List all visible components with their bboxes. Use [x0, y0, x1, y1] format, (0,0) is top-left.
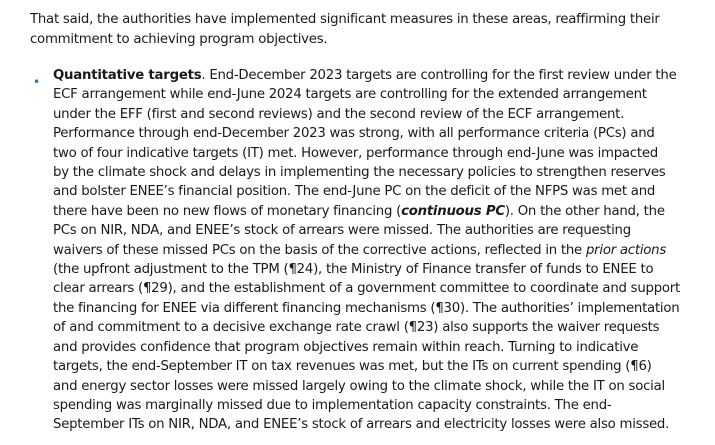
prior-actions-emphasis: prior actions: [585, 242, 667, 258]
para-line-10: [53, 241, 703, 260]
para-line-19: September ITs on NIR, NDA, and ENEE’s stock of arrears and electricity losses were also missed.: [53, 417, 670, 433]
line-10-pre: waivers of these missed PCs on the basis of the corrective actions, reflected in the: [53, 242, 586, 258]
para-line-15: and provides confidence that program objectives remain within reach. Turning to indicative: [53, 339, 639, 355]
para-line-18: spending was marginally missed due to implementation capacity constraints. The end-: [53, 397, 612, 413]
para-line-8: [53, 202, 703, 221]
line-8-post: ). On the other hand, the: [504, 203, 665, 219]
para-line-14: of and commitment to a decisive exchange rate crawl (¶23) also supports the waiver requests: [53, 320, 660, 336]
para-line-5: two of four indicative targets (IT) met. However, performance through end-June was impacted: [53, 145, 658, 161]
para-line-2: ECF arrangement while end-June 2024 targets are controlling for the extended arrangement: [53, 87, 647, 103]
para-line-7: and bolster ENEE’s financial position. The end-June PC on the deficit of the NFPS was met and: [53, 184, 656, 200]
bullet-marker: •: [33, 75, 40, 89]
continuous-pc-emphasis: continuous PC: [401, 203, 505, 219]
para-line-1: [53, 66, 703, 85]
quantitative-targets-paragraph: [53, 66, 703, 435]
para-line-3: under the EFF (first and second reviews) and the second review of the ECF arrangement.: [53, 106, 625, 122]
para-line-13: the financing for ENEE via different financing mechanisms (¶30). The authorities’ implementation: [53, 300, 680, 316]
line-8-pre: there have been no new flows of monetary financing (: [53, 203, 402, 219]
para-line-11: (the upfront adjustment to the TPM (¶24), the Ministry of Finance transfer of funds to ENEE to: [53, 262, 654, 278]
bullet-heading: Quantitative targets: [53, 68, 202, 83]
para-line-17: and energy sector losses were missed largely owing to the climate shock, while the IT on social: [53, 378, 665, 394]
intro-line-2: commitment to achieving program objectives.: [30, 32, 328, 47]
para-line-4: Performance through end-December 2023 was strong, with all performance criteria (PCs) and: [53, 126, 655, 142]
bullet-heading-continuation: . End-December 2023 targets are controlling for the first review under the: [201, 68, 677, 83]
para-line-6: by the climate shock and delays in implementing the necessary policies to strengthen reserves: [53, 165, 666, 181]
intro-line-1: That said, the authorities have implemented significant measures in these areas, reaffirming their: [30, 12, 660, 27]
para-line-12: clear arrears (¶29), and the establishment of a government committee to coordinate and support: [53, 281, 680, 297]
intro-paragraph: [30, 10, 700, 50]
para-line-16: targets, the end-September IT on tax revenues was met, but the ITs on current spending (¶6): [53, 359, 652, 375]
para-line-9: PCs on NIR, NDA, and ENEE’s stock of arrears were missed. The authorities are requesting: [53, 223, 631, 239]
